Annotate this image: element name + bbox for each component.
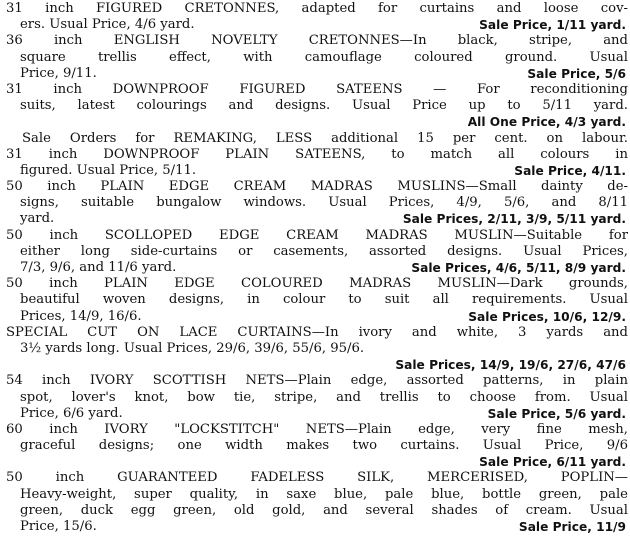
sale-price: All One Price, 4/3 yard. <box>467 115 626 130</box>
listing-line: 36 inch ENGLISH NOVELTY CRETONNES—In black, stripe, and <box>6 33 628 49</box>
listing-downproof-figured-sateens <box>2 82 628 131</box>
remaking-notice <box>2 131 628 147</box>
sale-price: Sale Prices, 4/6, 5/11, 8/9 yard. <box>411 261 626 275</box>
sale-price: Sale Prices, 10/6, 12/9. <box>468 309 626 324</box>
listing-line: Price, 15/6. <box>20 519 97 534</box>
listing-figured-cretonnes <box>2 1 628 33</box>
listing-line: signs, suitable bungalow windows. Usual Prices, 4/9, 5/6, and 8/11 <box>20 195 628 211</box>
listing-line: 50 inch PLAIN EDGE COLOURED MADRAS MUSLIN—Dark grounds, <box>6 276 628 292</box>
sale-price: Sale Price, 4/11. <box>514 163 626 178</box>
listing-line: beautiful woven designs, in colour to suit all requirements. Usual <box>20 292 628 308</box>
sale-price: Sale Prices, 14/9, 19/6, 27/6, 47/6 <box>395 358 626 373</box>
listing-line: Prices, 14/9, 16/6. <box>20 308 142 324</box>
listing-line: 31 inch DOWNPROOF FIGURED SATEENS — For reconditioning <box>6 81 628 97</box>
listing-fadeless-silk-poplin <box>2 470 628 535</box>
sale-price: Sale Price, 6/11 yard. <box>479 455 626 470</box>
listing-english-novelty-cretonnes <box>2 33 628 82</box>
listing-line: graceful designs; one width makes two curtains. Usual Price, 9/6 <box>20 438 628 454</box>
listing-line: square trellis effect, with camouflage coloured ground. Usual <box>20 49 628 65</box>
listing-line: 31 inch FIGURED CRETONNES, adapted for curtains and loose cov- <box>6 1 628 16</box>
listing-line: 50 inch GUARANTEED FADELESS SILK, MERCERISED, POPLIN— <box>6 470 628 486</box>
sale-price: Sale Prices, 2/11, 3/9, 5/11 yard. <box>402 212 626 227</box>
sale-price: Sale Price, 5/6 yard. <box>487 406 626 421</box>
listing-lace-curtains <box>2 325 628 374</box>
listing-plain-edge-cream-madras <box>2 179 628 228</box>
listing-lockstitch-nets <box>2 422 628 471</box>
listing-plain-edge-coloured-madras <box>2 276 628 325</box>
listing-line: SPECIAL CUT ON LACE CURTAINS—In ivory and white, 3 yards and <box>6 324 628 340</box>
listing-line: ers. Usual Price, 4/6 yard. <box>20 17 195 33</box>
listing-line: 50 inch SCOLLOPED EDGE CREAM MADRAS MUSLIN—Suitable for <box>6 227 628 243</box>
listing-line: 60 inch IVORY "LOCKSTITCH" NETS—Plain edge, very fine mesh, <box>6 421 628 437</box>
listing-line: 3½ yards long. Usual Prices, 29/6, 39/6, 55/6, 95/6. <box>20 340 365 356</box>
listing-scolloped-edge-cream-madras <box>2 228 628 277</box>
sale-price: Sale Price, 1/11 yard. <box>479 18 626 33</box>
listing-line: Heavy-weight, super quality, in saxe blue, pale blue, bottle green, pale <box>20 486 628 502</box>
listing-line: Price, 6/6 yard. <box>20 405 123 421</box>
listing-line: 50 inch PLAIN EDGE CREAM MADRAS MUSLINS—Small dainty de- <box>6 179 628 195</box>
listing-line: suits, latest colourings and designs. Usual Price up to 5/11 yard. <box>20 98 628 114</box>
listing-line: Price, 9/11. <box>20 65 97 81</box>
listing-line: 54 inch IVORY SCOTTISH NETS—Plain edge, assorted patterns, in plain <box>6 373 628 389</box>
listing-line: either long side-curtains or casements, assorted designs. Usual Prices, <box>20 243 628 259</box>
listing-line: spot, lover's knot, bow tie, stripe, and trellis to choose from. Usual <box>20 389 628 405</box>
listing-line: yard. <box>20 211 55 227</box>
listing-downproof-plain-sateens <box>2 147 628 179</box>
sale-price: Sale Price, 11/9 <box>518 520 626 534</box>
sale-price: Sale Price, 5/6 <box>527 66 626 81</box>
listing-line: 7/3, 9/6, and 11/6 yard. <box>20 260 177 275</box>
listing-line: green, duck egg green, old gold, and several shades of cream. Usual <box>20 502 628 518</box>
listing-line: 31 inch DOWNPROOF PLAIN SATEENS, to match all colours in <box>6 146 628 162</box>
listing-ivory-scottish-nets <box>2 373 628 422</box>
listing-line: figured. Usual Price, 5/11. <box>20 162 197 178</box>
notice-text: Sale Orders for REMAKING, LESS additional 15 per cent. on labour. <box>22 130 628 146</box>
